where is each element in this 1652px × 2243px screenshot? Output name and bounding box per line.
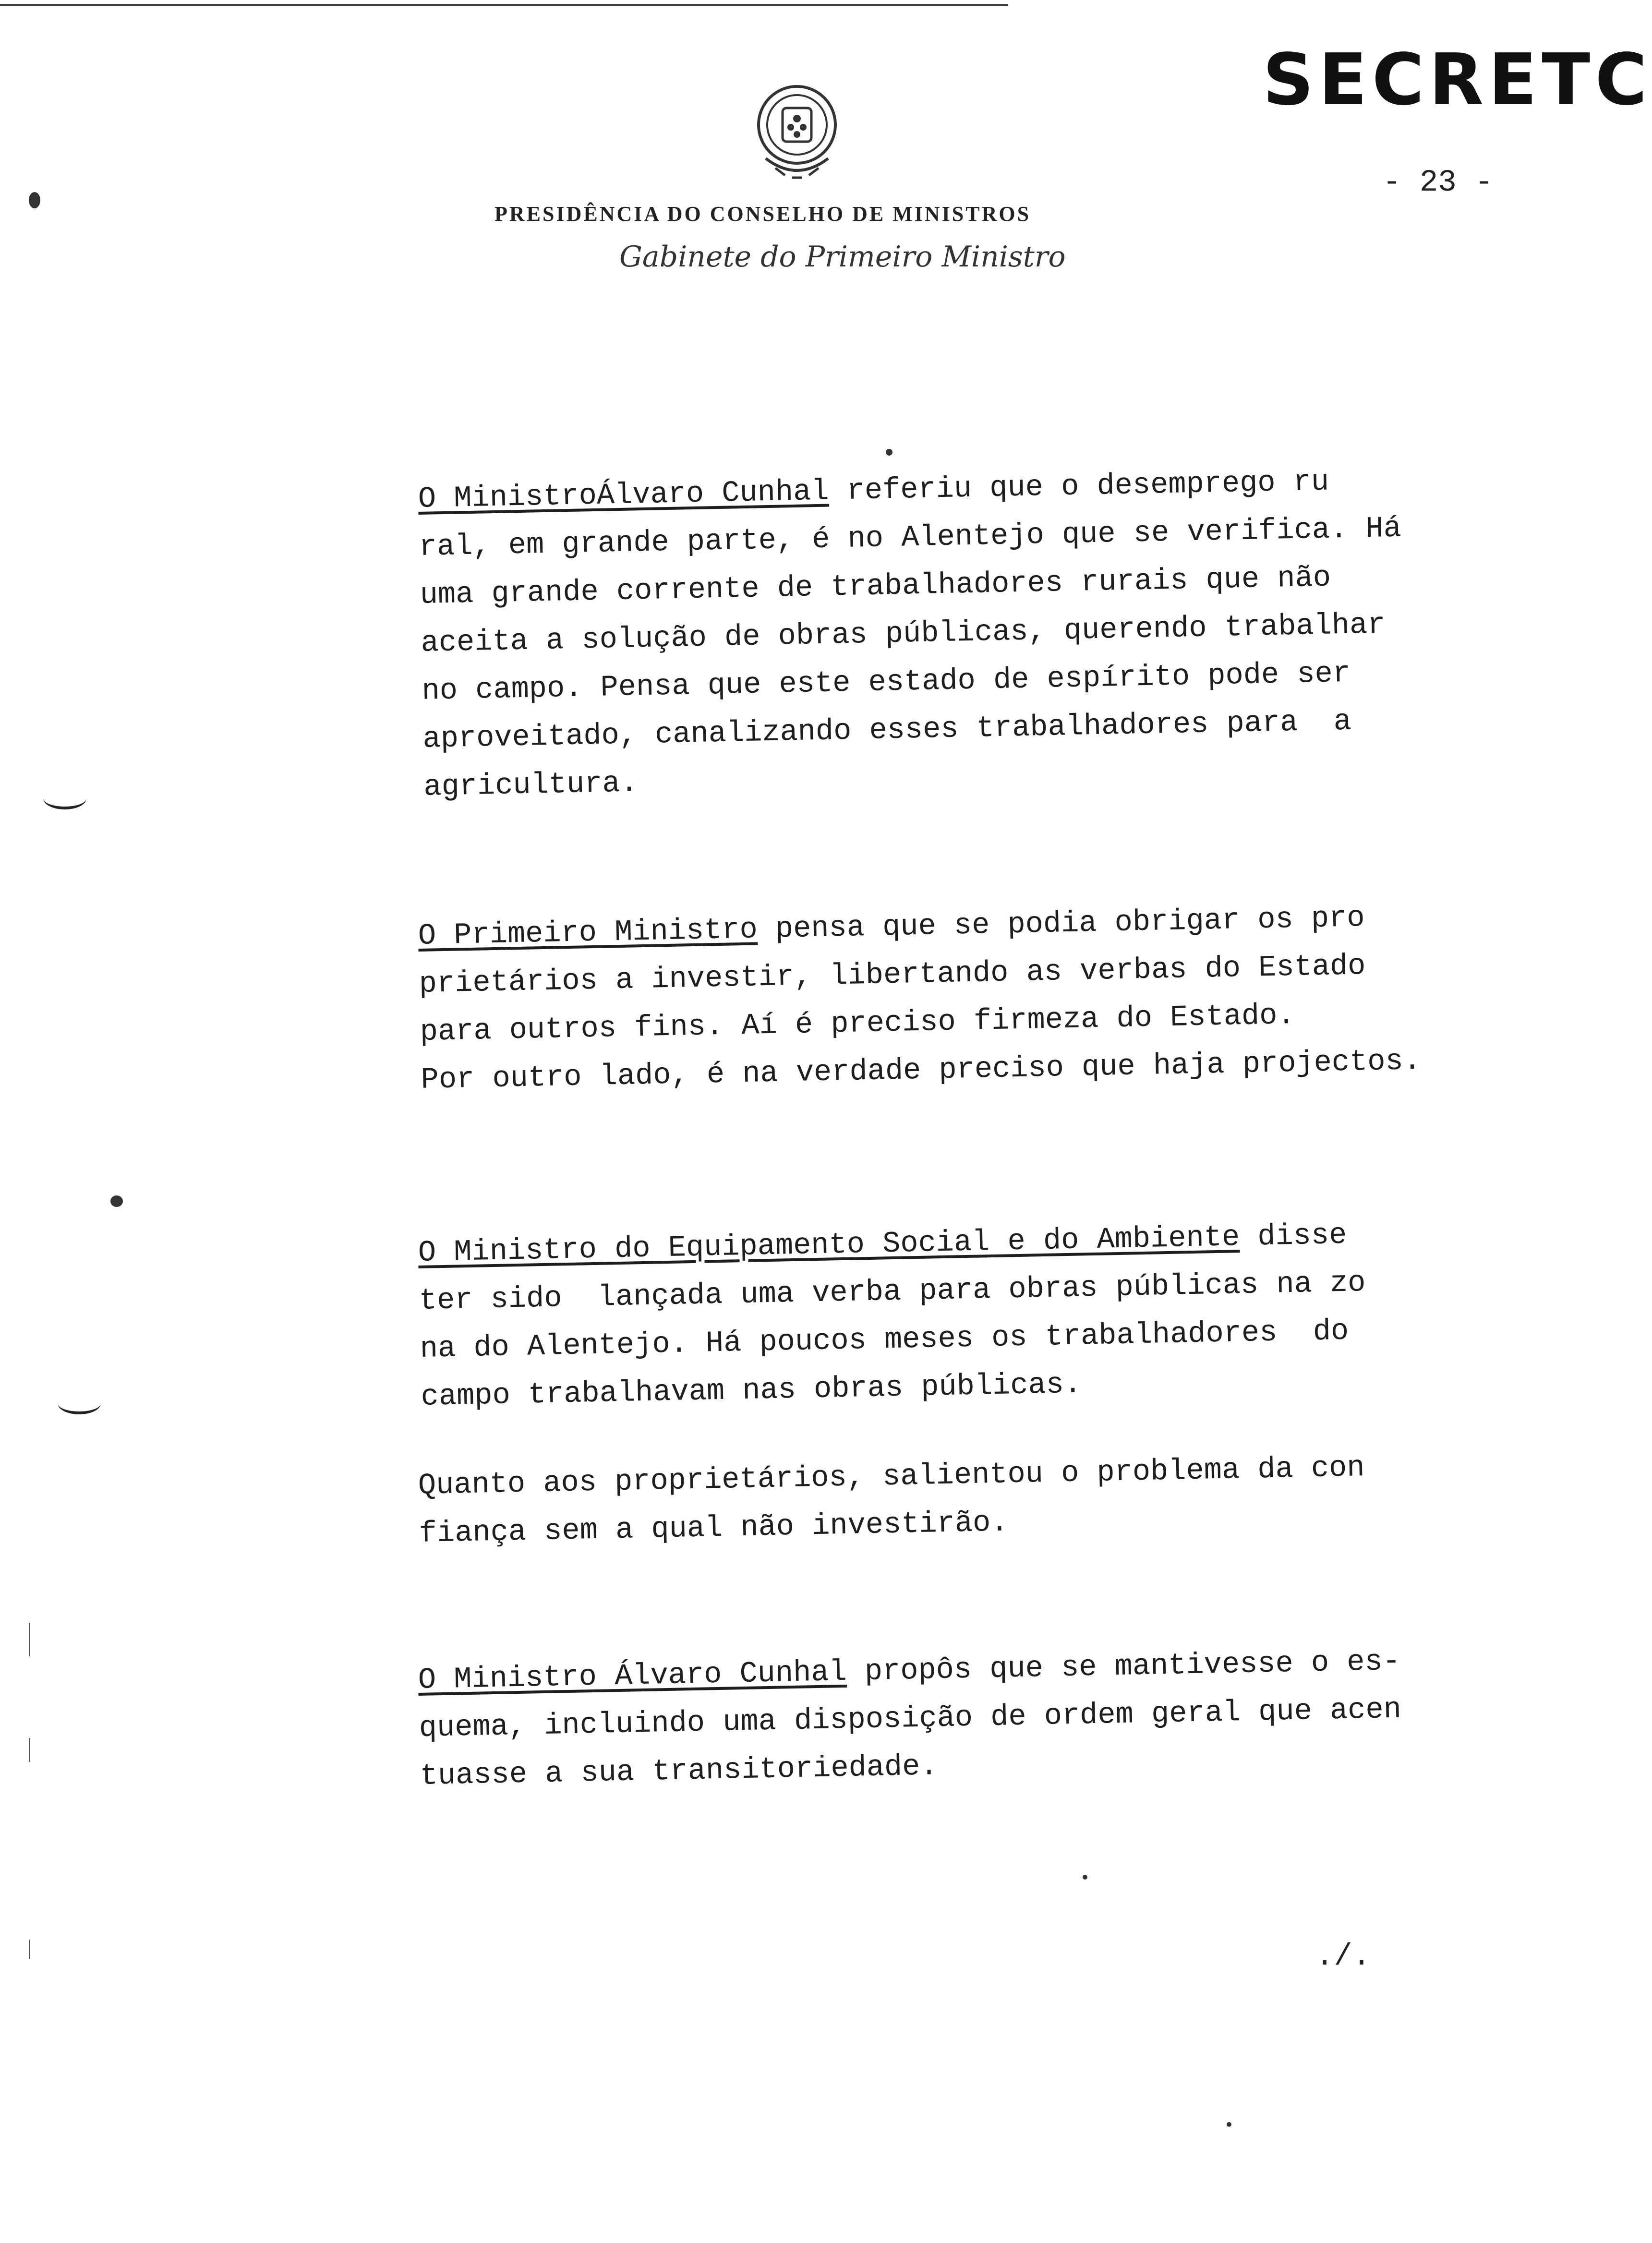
top-rule [0,4,1008,6]
scan-speck [29,192,40,208]
paragraph-text: referiu que o desemprego ru [828,464,1329,508]
scan-speck [1083,1875,1087,1880]
paragraph-line: ral, em grande parte, é no Alentejo que se verifica. Há [419,511,1402,564]
paragraph-text: pensa que se podia obrigar os pro [757,901,1365,947]
paragraph-line: quema, incluindo uma disposição de ordem geral que acen [419,1692,1402,1745]
paragraph-line: na do Alentejo. Há poucos meses os trabalhadores do [420,1314,1349,1366]
speaker-name: O Primeiro Ministro [418,912,758,953]
paragraph-3 [418,1208,1501,1421]
paragraph-line: aproveitado, canalizando esses trabalhadores para a [422,704,1352,756]
paragraph-1 [418,455,1504,811]
paragraph-line: prietários a investir, libertando as verbas do Estado [419,949,1366,1001]
paragraph-line: tuasse a sua transitoriedade. [420,1749,939,1793]
continuation-marker: ./. [1315,1940,1371,1974]
paragraph-line: agricultura. [423,766,639,804]
paragraph-line: Por outro lado, é na verdade preciso que haja projectos. [421,1043,1422,1097]
paragraph-line: no campo. Pensa que este estado de espírito pode ser [421,656,1351,708]
page-number: - 23 - [1383,166,1494,200]
hole-punch-mark [43,787,86,809]
office-subtitle: Gabinete do Primeiro Ministro [619,240,1066,274]
paragraph-text: Quanto aos proprietários, salientou o problema da con [418,1450,1365,1503]
coat-of-arms-seal [747,79,847,190]
scan-speck [1227,2122,1231,2127]
paragraph-line: aceita a solução de obras públicas, querendo trabalhar [421,607,1386,660]
margin-mark [29,1738,30,1762]
paragraph-text: disse [1239,1218,1348,1254]
paragraph-5 [418,1636,1500,1800]
paragraph-line: campo trabalhavam nas obras públicas. [421,1367,1082,1414]
classification-stamp: SECRETC [1263,38,1652,121]
speaker-name: O Ministro Álvaro Cunhal [418,1654,847,1697]
speaker-name: O Ministro do Equipamento Social e do Ambiente [418,1220,1240,1270]
office-title: PRESIDÊNCIA DO CONSELHO DE MINISTROS [494,202,1031,226]
margin-mark [29,1940,30,1959]
scan-speck [886,449,892,456]
paragraph-line: ter sido lançada uma verba para obras públicas na zo [419,1266,1366,1318]
paragraph-4 [418,1441,1499,1558]
scan-speck [110,1195,123,1207]
paragraph-line: fiança sem a qual não investirão. [419,1505,1009,1551]
paragraph-line: uma grande corrente de trabalhadores rurais que não [420,560,1331,612]
hole-punch-mark [58,1392,101,1414]
margin-mark [29,1623,30,1656]
paragraph-line: para outros fins. Aí é preciso firmeza do Estado. [420,998,1296,1049]
speaker-name: O MinistroÁlvaro Cunhal [418,474,830,516]
paragraph-text: propôs que se mantivesse o es- [846,1644,1401,1689]
paragraph-2 [418,892,1501,1104]
